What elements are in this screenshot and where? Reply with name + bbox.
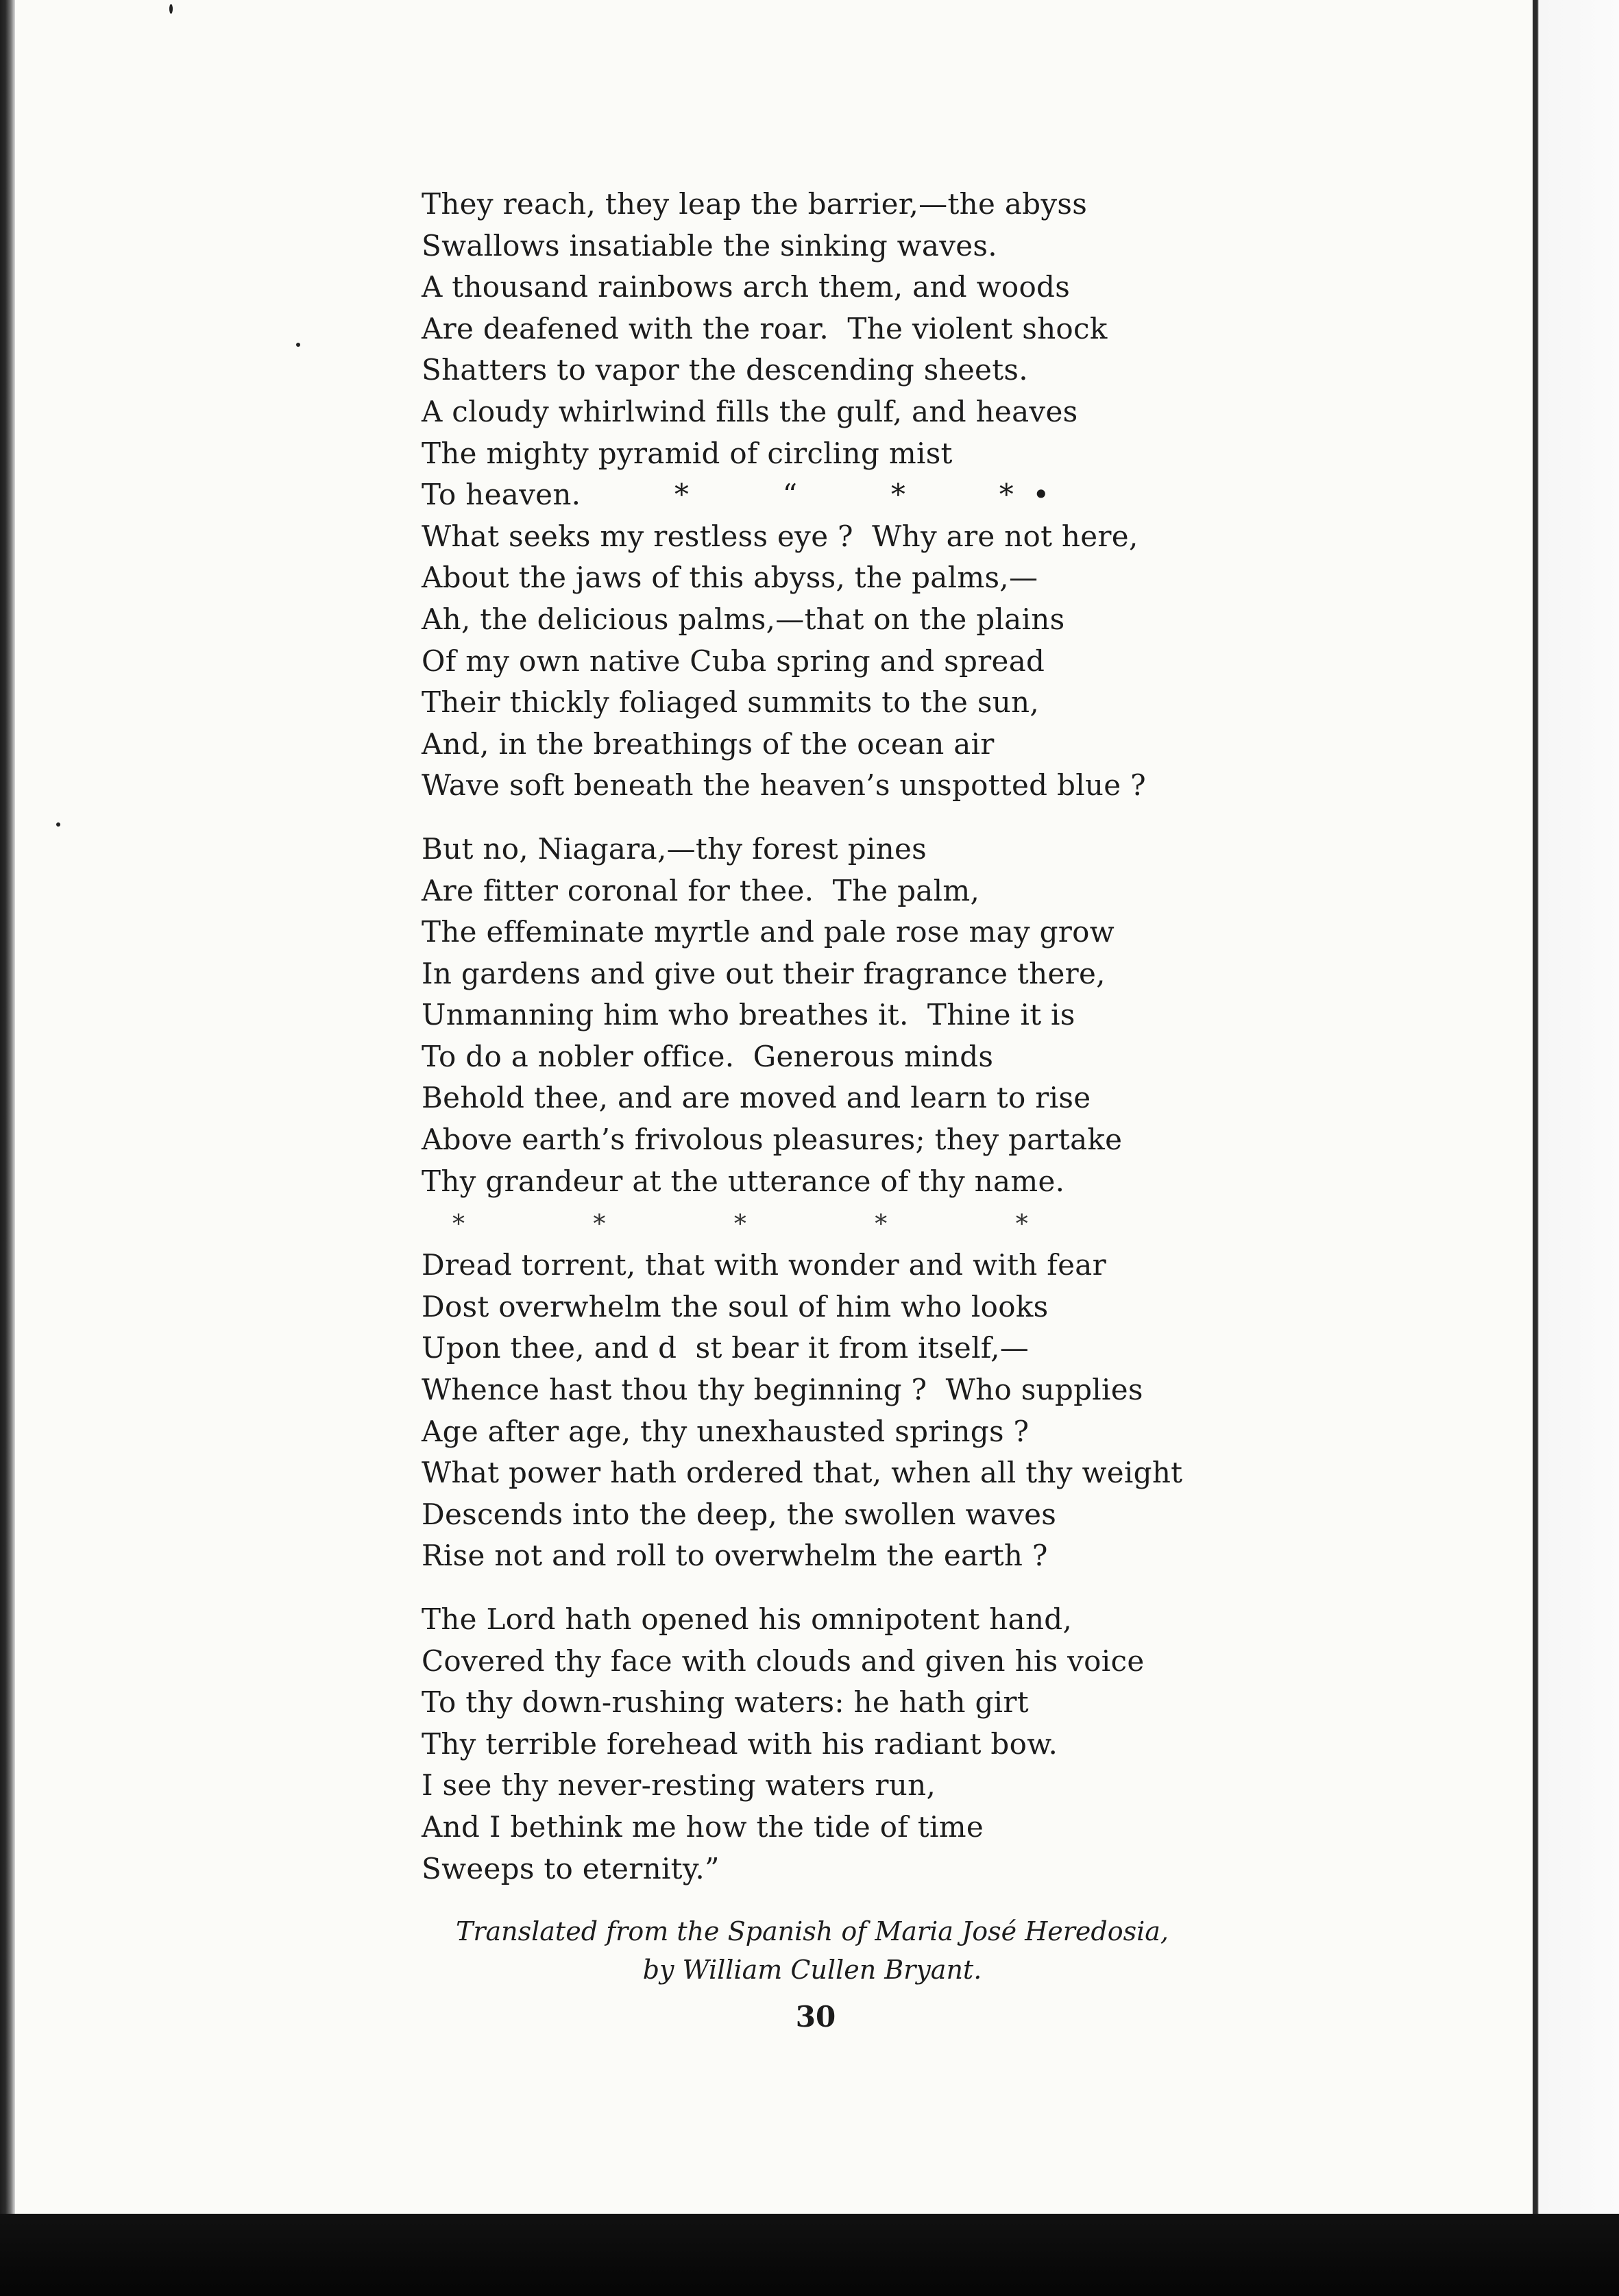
poem-line: The mighty pyramid of circling mist [422,436,953,470]
section-separator [422,1208,1028,1242]
scan-speck [169,4,173,14]
separator-asterisk: * [452,1210,465,1239]
poem-line: Dost overwhelm the soul of him who looks [422,1289,1049,1323]
credit-line-translator: by William Cullen Bryant. [642,1955,982,1985]
poem-line: Swallows insatiable the sinking waves. [422,228,997,262]
poem-line: What seeks my restless eye ? Why are not here, [422,519,1139,553]
scan-left-edge [0,0,15,2214]
page-number: 30 [795,2000,836,2034]
scan-speck [56,822,60,827]
poem-line: And I bethink me how the tide of time [422,1809,984,1844]
poem-line: In gardens and give out their fragrance there, [422,956,1106,990]
poem-line: The effeminate myrtle and pale rose may grow [422,915,1115,949]
separator-asterisk: * [733,1210,747,1239]
poem-stanza [422,184,1189,807]
poem-line: Behold thee, and are moved and learn to rise [422,1081,1091,1115]
poem-line: But no, Niagara,—thy forest pines [422,831,927,866]
poem-line: To heaven. * “ * * • [422,478,1050,512]
poem-line: To thy down-rushing waters: he hath girt [422,1685,1029,1720]
scan-right-edge [1533,0,1619,2214]
poem-line: Of my own native Cuba spring and spread [422,644,1045,678]
separator-asterisk: * [1015,1210,1028,1239]
poem-line: What power hath ordered that, when all thy weight [422,1456,1183,1490]
separator-asterisk: * [593,1210,606,1239]
poem-line: Are deafened with the roar. The violent shock [422,311,1108,345]
poem-line: Their thickly foliaged summits to the sun, [422,685,1040,720]
poem-body [422,184,1189,1912]
scan-speck [296,343,300,347]
credit-line-source: Translated from the Spanish of Maria José Heredosia, [455,1916,1169,1946]
poem-line: Shatters to vapor the descending sheets. [422,353,1028,387]
poem-line: Sweeps to eternity.” [422,1851,720,1885]
poem-line: A thousand rainbows arch them, and woods [422,270,1071,304]
poem-line: They reach, they leap the barrier,—the abyss [422,187,1088,221]
poem-stanza [422,1245,1189,1577]
poem-line: The Lord hath opened his omnipotent hand, [422,1602,1073,1636]
translation-credit [425,1912,1200,1989]
poem-line: Covered thy face with clouds and given his voice [422,1644,1145,1678]
poem-line: Thy grandeur at the utterance of thy name. [422,1164,1065,1198]
poem-line: I see thy never-resting waters run, [422,1768,936,1803]
poem-stanza [422,1599,1189,1890]
poem-line: Wave soft beneath the heaven’s unspotted blue ? [422,768,1146,803]
poem-line: About the jaws of this abyss, the palms,— [422,561,1038,595]
poem-stanza [422,829,1189,1202]
poem-line: Ah, the delicious palms,—that on the plains [422,602,1065,636]
poem-line: Unmanning him who breathes it. Thine it is [422,998,1075,1032]
poem-line: Descends into the deep, the swollen waves [422,1497,1057,1531]
poem-line: Thy terrible forehead with his radiant bow. [422,1726,1058,1761]
poem-line: Age after age, thy unexhausted springs ? [422,1414,1030,1448]
poem-line: To do a nobler office. Generous minds [422,1039,994,1073]
poem-line: And, in the breathings of the ocean air [422,726,995,761]
poem-line: Rise not and roll to overwhelm the earth ? [422,1539,1048,1573]
scan-bottom-edge [0,2214,1619,2296]
poem-line: Dread torrent, that with wonder and with fear [422,1248,1107,1282]
poem-line: Above earth’s frivolous pleasures; they partake [422,1123,1123,1157]
poem-line: Upon thee, and d st bear it from itself,— [422,1331,1030,1365]
separator-asterisk: * [875,1210,888,1239]
poem-line: Are fitter coronal for thee. The palm, [422,873,980,907]
poem-line: A cloudy whirlwind fills the gulf, and heaves [422,394,1078,428]
poem-line: Whence hast thou thy beginning ? Who supplies [422,1373,1143,1407]
